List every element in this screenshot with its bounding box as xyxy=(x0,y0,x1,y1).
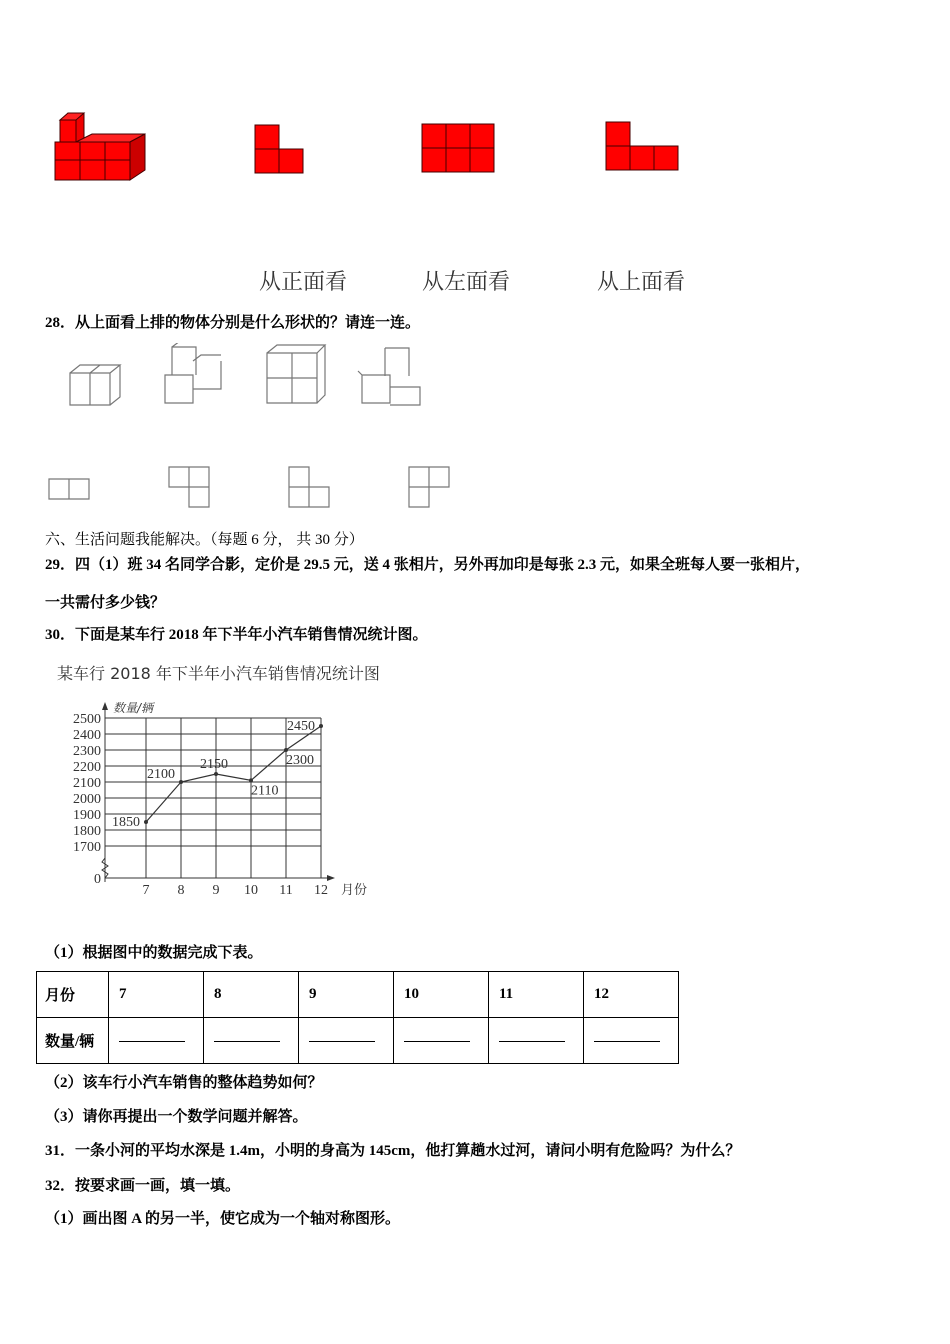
table-month-cell: 12 xyxy=(584,972,679,1018)
y-tick-label: 2200 xyxy=(73,760,101,775)
question-30-3: （3）请你再提出一个数学问题并解答。 xyxy=(45,1109,308,1125)
x-tick-label: 10 xyxy=(244,883,258,898)
question-29-line1: 29．四（1）班 34 名同学合影，定价是 29.5 元，送 4 张相片，另外再加印是每张 2.3 元，如果全班每人要一张相片， xyxy=(45,557,811,573)
data-point xyxy=(249,778,253,782)
outline-view-shapes xyxy=(45,463,455,513)
chart-title: 某车行 2018 年下半年小汽车销售情况统计图 xyxy=(57,664,380,683)
y-tick-label: 2300 xyxy=(73,744,101,759)
data-label: 2300 xyxy=(286,753,314,768)
question-32: 32．按要求画一画，填一填。 xyxy=(45,1178,241,1194)
data-label: 2150 xyxy=(200,757,228,772)
data-point xyxy=(214,772,218,776)
y-tick-label: 1800 xyxy=(73,824,101,839)
table-month-cell: 8 xyxy=(204,972,299,1018)
outline-solid-figures xyxy=(60,343,440,413)
y-tick-label: 2500 xyxy=(73,712,101,727)
x-axis-label: 月份 xyxy=(341,883,368,898)
top-view-figure xyxy=(605,121,681,173)
x-tick-label: 9 xyxy=(212,883,220,898)
left-view-figure xyxy=(421,123,495,175)
question-32-1: （1）画出图 A 的另一半，使它成为一个轴对称图形。 xyxy=(45,1211,401,1227)
question-31: 31．一条小河的平均水深是 1.4m，小明的身高为 145cm，他打算趟水过河，请问小明有危险吗？为什么？ xyxy=(45,1143,741,1159)
sales-table xyxy=(36,971,679,1064)
question-30: 30．下面是某车行 2018 年下半年小汽车销售情况统计图。 xyxy=(45,627,428,643)
question-30-2: （2）该车行小汽车销售的整体趋势如何？ xyxy=(45,1075,323,1091)
answer-blank[interactable] xyxy=(594,1040,660,1042)
x-axis-arrow-icon xyxy=(327,875,335,881)
table-month-cell: 9 xyxy=(299,972,394,1018)
y-tick-label: 1900 xyxy=(73,808,101,823)
question-30-1: （1）根据图中的数据完成下表。 xyxy=(45,945,263,961)
y-tick-label: 2100 xyxy=(73,776,101,791)
section-6-heading: 六、生活问题我能解决。（每题 6 分， 共 30 分） xyxy=(45,532,364,548)
table-header-quantity: 数量/辆 xyxy=(37,1018,109,1064)
caption-left-view: 从左面看 xyxy=(422,270,511,295)
answer-blank[interactable] xyxy=(119,1040,185,1042)
y-tick-label: 1700 xyxy=(73,840,101,855)
data-label: 2110 xyxy=(251,783,279,799)
data-point xyxy=(319,724,323,728)
answer-blank[interactable] xyxy=(404,1040,470,1042)
data-point xyxy=(284,748,288,752)
caption-top-view: 从上面看 xyxy=(597,270,686,295)
table-header-month: 月份 xyxy=(37,972,109,1018)
y-tick-label: 0 xyxy=(94,872,101,887)
y-tick-label: 2000 xyxy=(73,792,101,807)
question-28: 28．从上面看上排的物体分别是什么形状的？请连一连。 xyxy=(45,315,421,331)
front-view-figure xyxy=(254,124,306,176)
question-29-line2: 一共需付多少钱？ xyxy=(45,595,166,611)
y-axis-arrow-icon xyxy=(102,702,108,710)
data-label: 2450 xyxy=(287,719,315,734)
data-point xyxy=(144,820,148,824)
table-row-quantity xyxy=(37,1018,679,1064)
x-tick-label: 11 xyxy=(279,883,293,898)
x-tick-label: 8 xyxy=(177,883,185,898)
table-month-cell: 10 xyxy=(394,972,489,1018)
sales-line-chart xyxy=(40,690,400,905)
y-tick-label: 2400 xyxy=(73,728,101,743)
table-row-months xyxy=(37,972,679,1018)
caption-front-view: 从正面看 xyxy=(259,270,348,295)
answer-blank[interactable] xyxy=(499,1040,565,1042)
data-label: 2100 xyxy=(147,767,175,782)
data-label: 1850 xyxy=(112,815,140,830)
red-cube-solid-figure xyxy=(50,108,155,186)
answer-blank[interactable] xyxy=(309,1040,375,1042)
y-axis-label: 数量/辆 xyxy=(113,701,154,715)
table-month-cell: 7 xyxy=(109,972,204,1018)
x-tick-label: 12 xyxy=(314,883,328,898)
x-tick-label: 7 xyxy=(142,883,150,898)
data-point xyxy=(179,780,183,784)
answer-blank[interactable] xyxy=(214,1040,280,1042)
table-month-cell: 11 xyxy=(489,972,584,1018)
